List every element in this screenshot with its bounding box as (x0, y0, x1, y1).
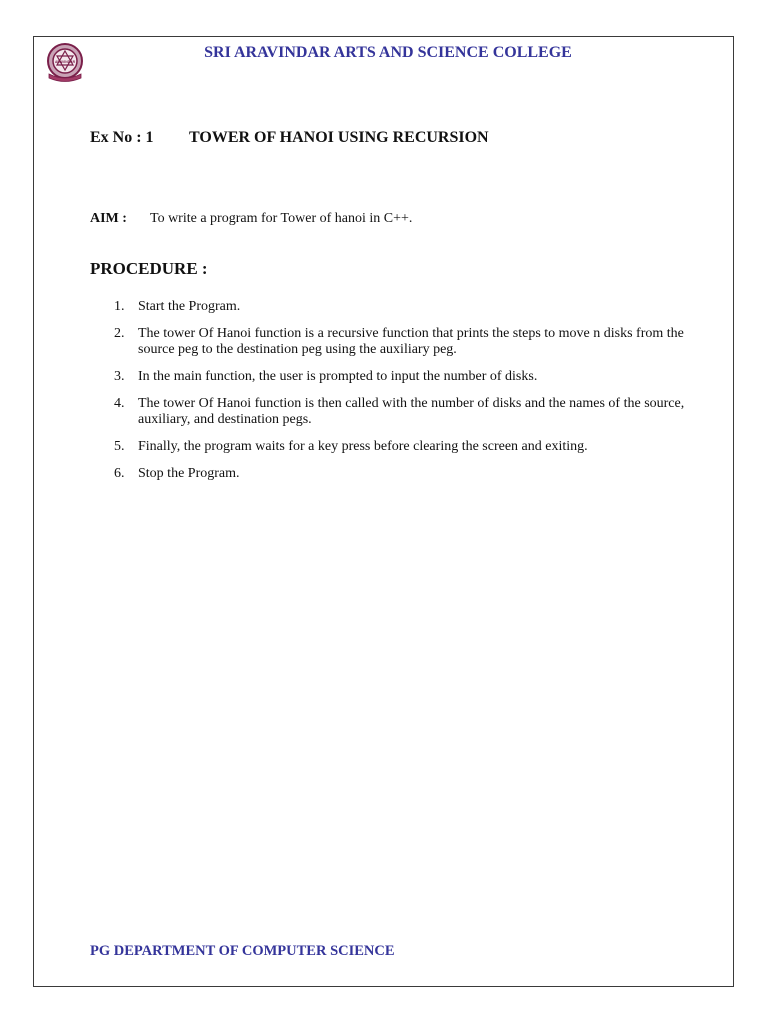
aim-line (90, 211, 412, 227)
step-number: 5. (114, 439, 125, 454)
procedure-step (114, 299, 694, 315)
aim-text: To write a program for Tower of hanoi in C++. (150, 211, 413, 226)
step-number: 4. (114, 396, 125, 411)
step-number: 6. (114, 466, 125, 481)
step-text: Finally, the program waits for a key press before clearing the screen and exiting. (138, 439, 588, 454)
exercise-heading (90, 129, 489, 147)
aim-label: AIM : (90, 211, 127, 226)
procedure-step (114, 439, 694, 455)
procedure-step (114, 466, 694, 482)
department-footer: PG DEPARTMENT OF COMPUTER SCIENCE (90, 943, 395, 959)
procedure-step (114, 369, 694, 385)
exercise-number: Ex No : 1 (90, 129, 154, 146)
step-text: In the main function, the user is prompted to input the number of disks. (138, 369, 538, 384)
step-number: 1. (114, 299, 125, 314)
step-text: The tower Of Hanoi function is then called with the number of disks and the names of the source, auxiliary, and destination pegs. (138, 396, 685, 427)
college-name: SRI ARAVINDAR ARTS AND SCIENCE COLLEGE (204, 44, 572, 61)
exercise-title: TOWER OF HANOI USING RECURSION (189, 129, 489, 146)
step-number: 2. (114, 326, 125, 341)
step-text: Start the Program. (138, 299, 241, 314)
step-number: 3. (114, 369, 125, 384)
step-text: Stop the Program. (138, 466, 240, 481)
procedure-heading: PROCEDURE : (90, 259, 208, 278)
page-border (33, 36, 734, 987)
procedure-step (114, 396, 694, 428)
procedure-steps (114, 299, 694, 493)
logo-text: ARAVINDAR (54, 60, 76, 64)
procedure-step (114, 326, 694, 358)
step-text: The tower Of Hanoi function is a recursive function that prints the steps to move n disks from the source peg to the destination peg using the auxiliary peg. (138, 326, 684, 357)
